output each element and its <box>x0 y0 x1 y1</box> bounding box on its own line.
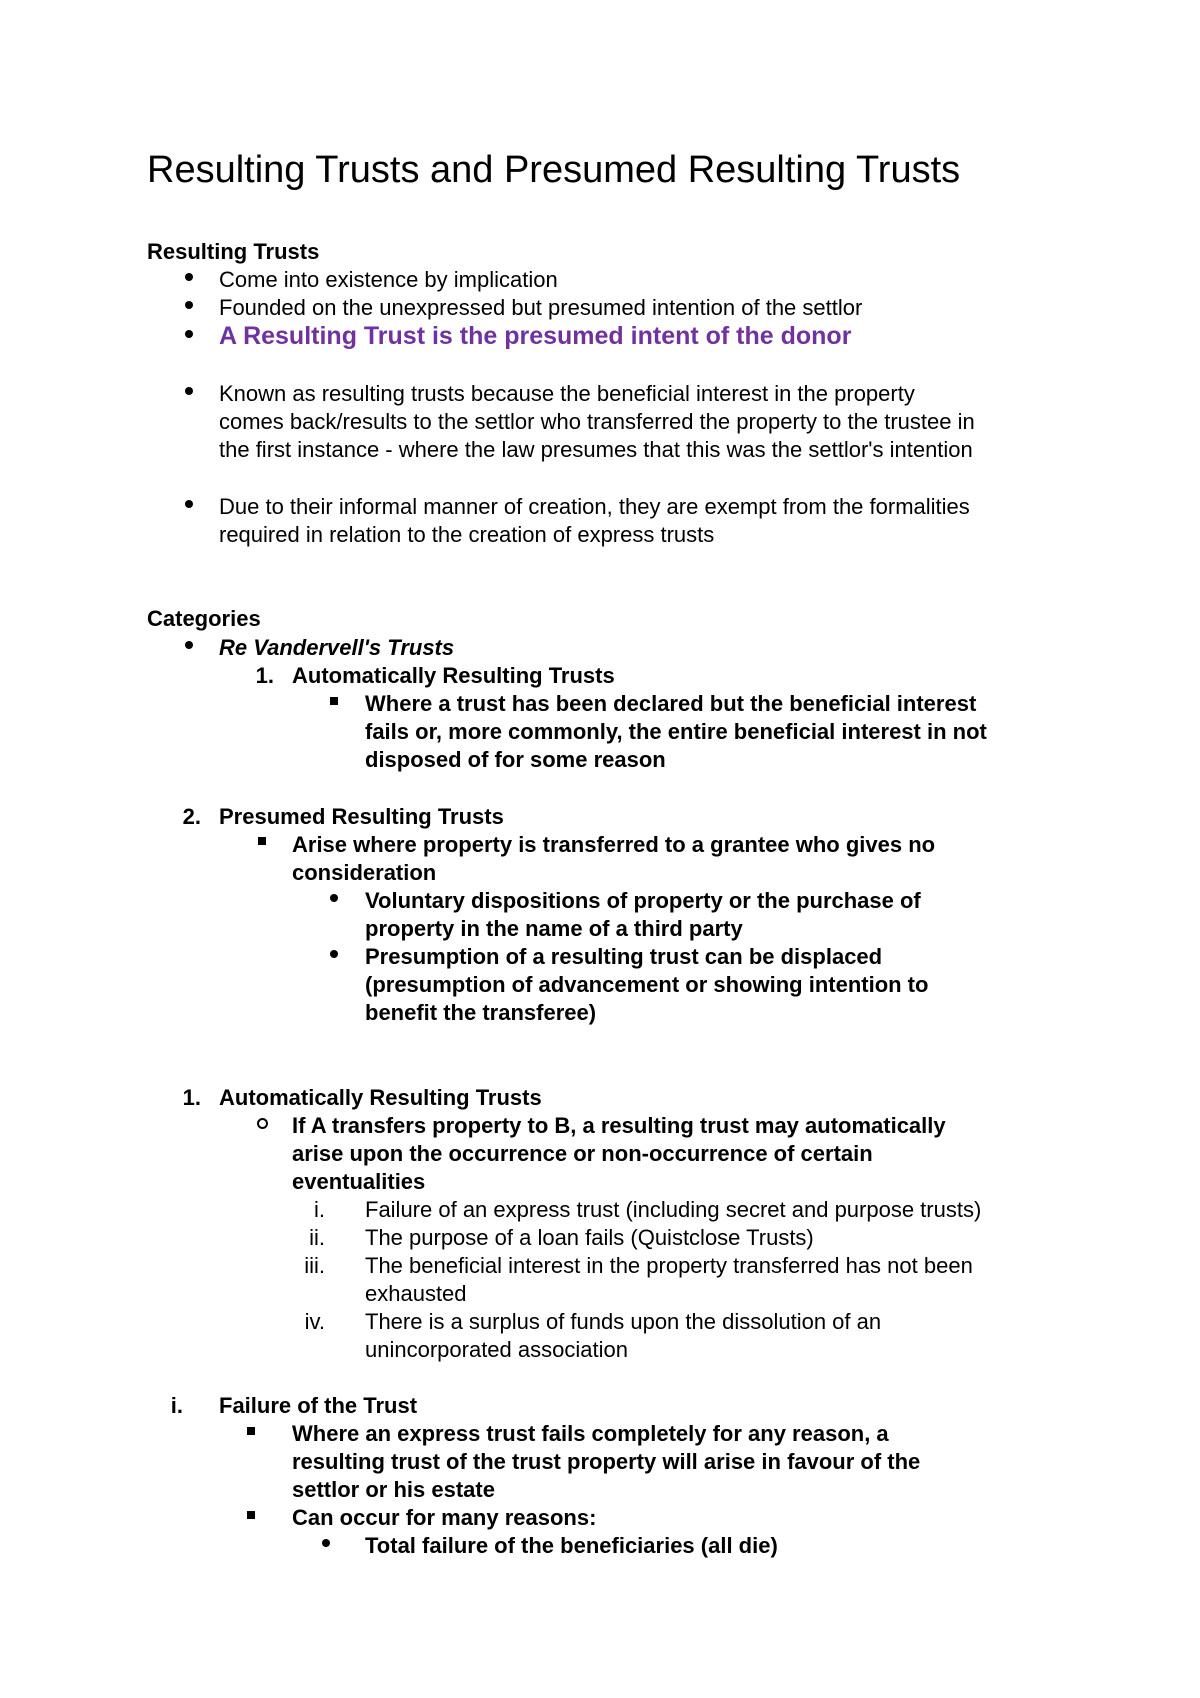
list-item-line: If A transfers property to B, a resulting trust may automatically <box>292 1113 946 1138</box>
bullet-icon <box>185 500 193 508</box>
list-number: 2. <box>182 804 201 829</box>
list-item-line: Where a trust has been declared but the beneficial interest <box>365 691 977 716</box>
list-item-line: disposed of for some reason <box>365 747 666 772</box>
square-bullet-icon <box>247 1427 255 1435</box>
list-item-line: fails or, more commonly, the entire beneficial interest in not <box>365 719 987 744</box>
list-item-line: The purpose of a loan fails (Quistclose Trusts) <box>365 1225 814 1250</box>
list-item-line: Presumption of a resulting trust can be displaced <box>365 944 883 969</box>
bullet-icon <box>185 330 193 338</box>
hollow-bullet-icon <box>257 1118 268 1129</box>
list-item-line: Voluntary dispositions of property or the purchase of <box>365 888 921 913</box>
list-item-line: Known as resulting trusts because the beneficial interest in the property <box>219 381 915 406</box>
roman-number: i. <box>170 1393 183 1418</box>
square-bullet-icon <box>258 837 266 845</box>
list-number: 1. <box>255 663 274 688</box>
highlighted-list-item: A Resulting Trust is the presumed intent of the donor <box>219 322 852 350</box>
roman-number: iv. <box>304 1309 325 1334</box>
list-item-line: eventualities <box>292 1169 426 1194</box>
list-item-line: property in the name of a third party <box>365 916 743 941</box>
bullet-icon <box>330 950 338 958</box>
list-item-line: resulting trust of the trust property will arise in favour of the <box>292 1449 921 1474</box>
section-heading-automatic: Automatically Resulting Trusts <box>219 1085 542 1110</box>
bullet-icon <box>330 894 338 902</box>
section-heading-categories: Categories <box>147 606 261 631</box>
list-item-line: Arise where property is transferred to a grantee who gives no <box>292 832 936 857</box>
list-number: 1. <box>182 1085 201 1110</box>
list-item-line: unincorporated association <box>365 1337 628 1362</box>
list-item-line: Failure of an express trust (including secret and purpose trusts) <box>365 1197 982 1222</box>
bullet-icon <box>322 1539 330 1547</box>
list-item: Total failure of the beneficiaries (all die) <box>365 1533 778 1558</box>
list-item-line: required in relation to the creation of express trusts <box>219 522 715 547</box>
page-title: Resulting Trusts and Presumed Resulting Trusts <box>147 149 961 191</box>
bullet-icon <box>185 387 193 395</box>
roman-number: i. <box>314 1197 325 1222</box>
list-item-line: Where an express trust fails completely for any reason, a <box>292 1421 889 1446</box>
list-item-line: consideration <box>292 860 437 885</box>
list-item: Automatically Resulting Trusts <box>292 663 615 688</box>
list-item: Founded on the unexpressed but presumed intention of the settlor <box>219 295 863 320</box>
list-item-line: exhausted <box>365 1281 467 1306</box>
list-item-line: comes back/results to the settlor who transferred the property to the trustee in <box>219 409 975 434</box>
list-item-line: There is a surplus of funds upon the dissolution of an <box>365 1309 882 1334</box>
roman-number: ii. <box>309 1225 325 1250</box>
bullet-icon <box>185 273 193 281</box>
list-item: Can occur for many reasons: <box>292 1505 597 1530</box>
roman-number: iii. <box>304 1253 325 1278</box>
list-item-line: the first instance - where the law presumes that this was the settlor's intention <box>219 437 973 462</box>
square-bullet-icon <box>247 1511 255 1519</box>
list-item-line: The beneficial interest in the property transferred has not been <box>365 1253 973 1278</box>
square-bullet-icon <box>330 697 338 705</box>
list-item: Come into existence by implication <box>219 267 558 292</box>
list-item-line: benefit the transferee) <box>365 1000 597 1025</box>
bullet-icon <box>185 301 193 309</box>
bullet-icon <box>185 641 193 649</box>
section-heading-resulting-trusts: Resulting Trusts <box>147 239 320 264</box>
list-item-line: settlor or his estate <box>292 1477 495 1502</box>
section-heading-failure: Failure of the Trust <box>219 1393 418 1418</box>
list-item-line: Due to their informal manner of creation, they are exempt from the formalities <box>219 494 970 519</box>
list-item-line: arise upon the occurrence or non-occurrence of certain <box>292 1141 873 1166</box>
case-name: Re Vandervell's Trusts <box>219 635 455 660</box>
list-item: Presumed Resulting Trusts <box>219 804 504 829</box>
list-item-line: (presumption of advancement or showing intention to <box>365 972 929 997</box>
